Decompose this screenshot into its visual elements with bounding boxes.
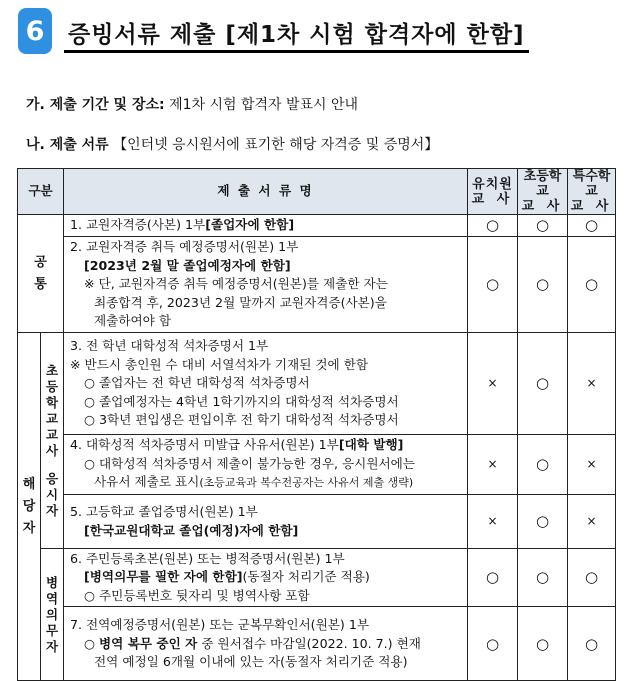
header-kindergarten: 유치원 교 사 — [468, 169, 518, 215]
period-label: 가. 제출 기간 및 장소: — [26, 97, 165, 113]
table-row — [18, 237, 616, 333]
row-3-kinder: × — [468, 333, 518, 435]
row-5-elem: ○ — [518, 495, 568, 549]
header-documents: 제 출 서 류 명 — [64, 169, 468, 215]
row-6-docs: 6. 주민등록초본(원본) 또는 병적증명서(원본) 1부 [병역의무를 필한 자에 한함](동절자 처리기준 적용) ○ 주민등록번호 뒷자리 및 병역사항 포함 — [64, 549, 468, 607]
table-row — [18, 215, 616, 237]
row-2-special: ○ — [568, 237, 616, 333]
row-2-kinder: ○ — [468, 237, 518, 333]
row-3-special: × — [568, 333, 616, 435]
row-2-docs: 2. 교원자격증 취득 예정증명서(원본) 1부 [2023년 2월 말 졸업예정자에 한함] ※ 단, 교원자격증 취득 예정증명서(원본)를 제출한 자는 최종합격 후, 2023년 2월 말까지 교원자격증(사본)을 제출하여야 함 — [64, 237, 468, 333]
header-elementary: 초등학교 교 사 — [518, 169, 568, 215]
header-category: 구분 — [18, 169, 64, 215]
row-6-special: ○ — [568, 549, 616, 607]
section-number-badge: 6 — [18, 8, 52, 54]
documents-table — [17, 168, 616, 681]
table-row — [18, 607, 616, 681]
row-4-kinder: × — [468, 435, 518, 495]
table-header — [18, 169, 616, 215]
row-2-elem: ○ — [518, 237, 568, 333]
row-5-special: × — [568, 495, 616, 549]
header-special: 특수학교 교 사 — [568, 169, 616, 215]
row-6-elem: ○ — [518, 549, 568, 607]
submission-period-line — [26, 94, 358, 114]
row-7-special: ○ — [568, 607, 616, 681]
row-4-special: × — [568, 435, 616, 495]
row-1-docs: 1. 교원자격증(사본) 1부[졸업자에 한함] — [64, 215, 468, 237]
row-3-elem: ○ — [518, 333, 568, 435]
row-7-elem: ○ — [518, 607, 568, 681]
row-1-kinder: ○ — [468, 215, 518, 237]
row-6-kinder: ○ — [468, 549, 518, 607]
section-common: 공 통 — [18, 215, 64, 333]
period-value: 제1차 시험 합격자 발표시 안내 — [169, 97, 359, 113]
table-row — [18, 495, 616, 549]
table-row — [18, 549, 616, 607]
table-row — [18, 435, 616, 495]
section-military: 병 역 의 무 자 — [41, 549, 64, 681]
section-applicable: 해 당 자 — [18, 333, 41, 681]
docs-label: 나. 제출 서류 — [26, 137, 109, 153]
row-3-docs: 3. 전 학년 대학성적 석차증명서 1부 ※ 반드시 총인원 수 대비 서열석차가 기재된 것에 한함 ○ 졸업자는 전 학년 대학성적 석차증명서 ○ 졸업예정자는 4학년 1학기까지의 대학성적 석차증명서 ○ 3학년 편입생은 편입이후 전 학기 대학성적 석차증명서 — [64, 333, 468, 435]
row-1-special: ○ — [568, 215, 616, 237]
docs-value: 【인터넷 응시원서에 표기한 해당 자격증 및 증명서】 — [113, 137, 439, 153]
title-underline — [64, 50, 529, 53]
table-row — [18, 333, 616, 435]
row-1-elem: ○ — [518, 215, 568, 237]
row-7-kinder: ○ — [468, 607, 518, 681]
row-5-kinder: × — [468, 495, 518, 549]
row-7-docs: 7. 전역예정증명서(원본) 또는 군복무확인서(원본) 1부 ○ 병역 복무 중인 자 중 원서접수 마감일(2022. 10. 7.) 현재 전역 예정일 6개월 이내에 있는 자(동절자 처리기준 적용) — [64, 607, 468, 681]
section-title: 증빙서류 제출 [제1차 시험 합격자에 한함] — [68, 22, 525, 48]
submission-docs-line — [26, 134, 438, 154]
row-4-elem: ○ — [518, 435, 568, 495]
section-elementary-applicant: 초 등 학 교 교 사 응 시 자 — [41, 333, 64, 549]
row-4-docs: 4. 대학성적 석차증명서 미발급 사유서(원본) 1부[대학 발행] ○ 대학성적 석차증명서 제출이 불가능한 경우, 응시원서에는 사유서 제출로 표시(초등교육과 복수전공자는 사유서 제출 생략) — [64, 435, 468, 495]
row-5-docs: 5. 고등학교 졸업증명서(원본) 1부 [한국교원대학교 졸업(예정)자에 한함] — [64, 495, 468, 549]
